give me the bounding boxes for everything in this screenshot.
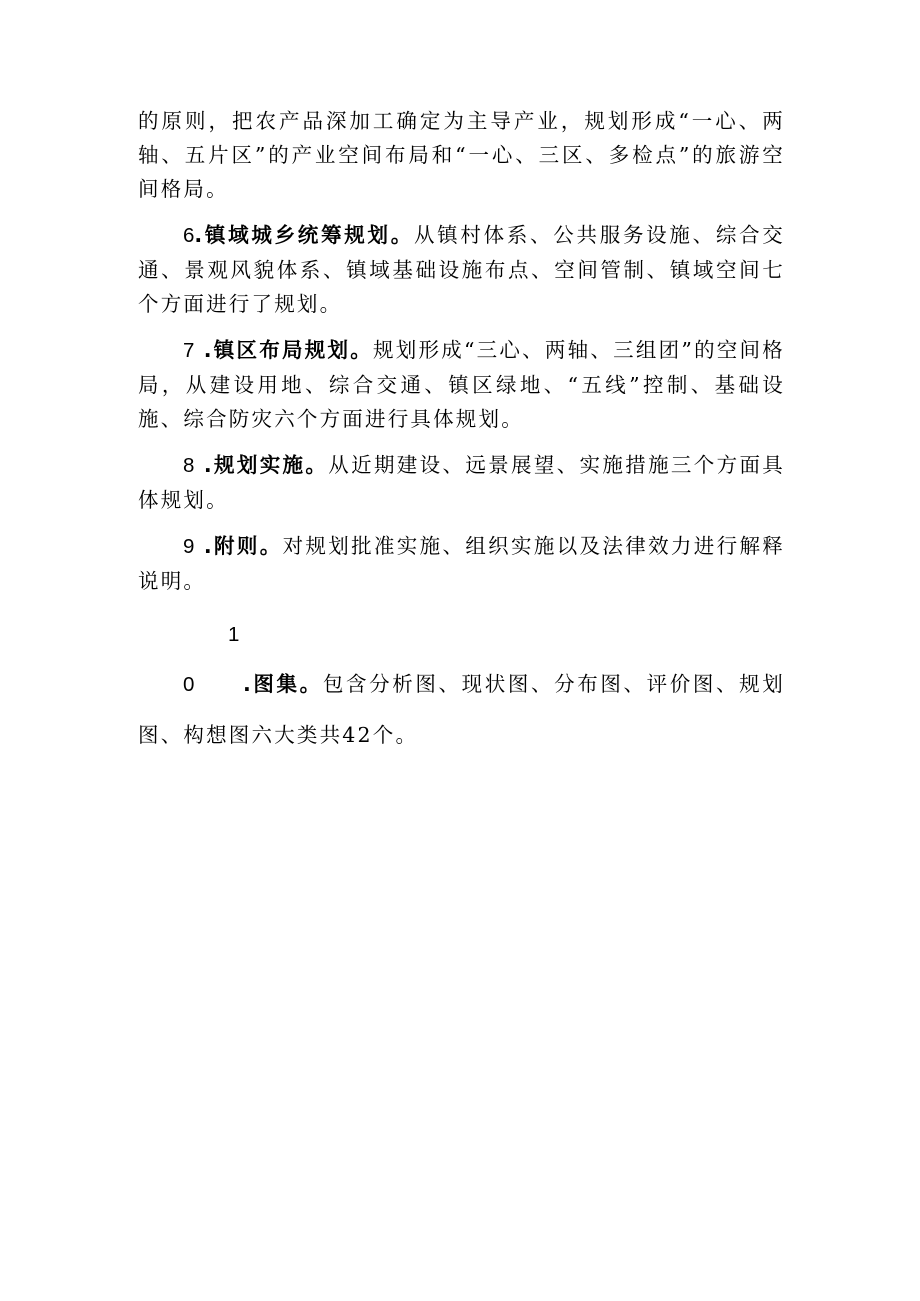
item-body-9: 对规划批准实施、组织实施以及法律效力进行解释说明。	[138, 534, 785, 593]
item-number-10: 10	[183, 623, 240, 696]
item-body-7: 规划形成“三心、两轴、三组团”的空间格局，从建设用地、综合交通、镇区绿地、“五线”控制、基础设施、综合防灾六个方面进行具体规划。	[138, 338, 785, 431]
item-body-6: 从镇村体系、公共服务设施、综合交通、景观风貌体系、镇域基础设施布点、空间管制、镇域空间七个方面进行了规划。	[138, 223, 785, 316]
item-number-6: 6	[183, 224, 195, 247]
paragraph-6	[138, 218, 785, 321]
paragraph-intro	[138, 104, 785, 206]
paragraph-intro-text: 的原则，把农产品深加工确定为主导产业，规划形成“一心、两轴、五片区”的产业空间布局和“一心、三区、多检点”的旅游空间格局。	[138, 109, 785, 201]
item-heading-7: .镇区布局规划。	[194, 338, 373, 362]
item-heading-6: .镇域城乡统筹规划。	[194, 223, 414, 247]
item-number-7: 7	[183, 339, 195, 362]
paragraph-10	[138, 610, 785, 760]
item-heading-9: .附则。	[194, 534, 283, 558]
item-number-9: 9	[183, 535, 195, 558]
item-heading-8: .规划实施。	[194, 453, 329, 477]
document-page	[138, 104, 785, 760]
paragraph-7	[138, 333, 785, 436]
paragraph-9	[138, 529, 785, 598]
item-number-8: 8	[183, 454, 195, 477]
item-heading-10: .图集。	[243, 672, 323, 696]
paragraph-8	[138, 448, 785, 517]
item-body-8: 从近期建设、远景展望、实施措施三个方面具体规划。	[138, 453, 786, 512]
item-body-10: 包含分析图、现状图、分布图、评价图、规划图、构想图六大类共42个。	[138, 672, 785, 747]
